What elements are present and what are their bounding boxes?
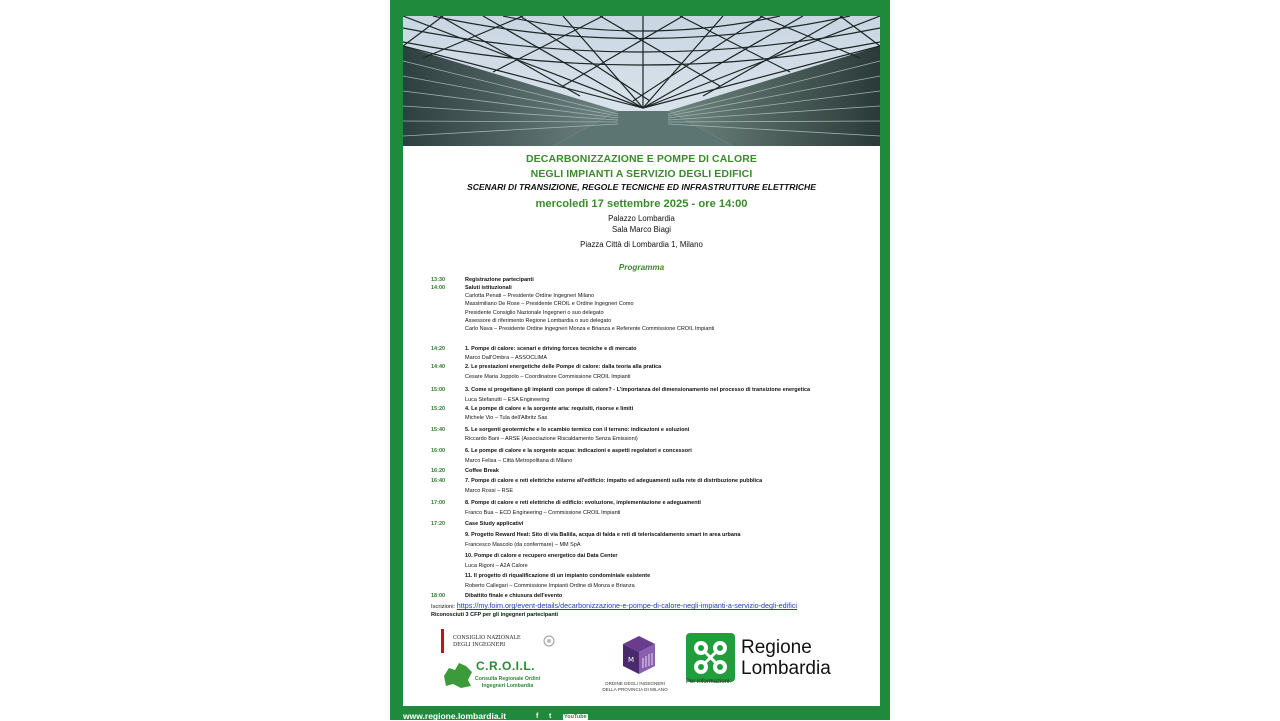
program-item bbox=[403, 592, 880, 601]
program-item bbox=[403, 373, 880, 382]
croil-subtitle bbox=[475, 676, 540, 689]
regione-symbol-icon bbox=[686, 633, 735, 682]
cni-text bbox=[453, 635, 521, 648]
program-text: Carlo Nava – Presidente Ordine Ingegneri Monza e Brianza e Referente Commissione CROIL Impianti bbox=[465, 326, 715, 332]
program-text: Marco Felisa – Città Metropolitana di Milano bbox=[465, 458, 573, 464]
ordine-text bbox=[599, 681, 671, 692]
registration-label: Iscrizioni: bbox=[431, 604, 456, 610]
event-subtitle: SCENARI DI TRANSIZIONE, REGOLE TECNICHE ED INFRASTRUTTURE ELETTRICHE bbox=[466, 182, 816, 192]
program-text: Roberto Callegari – Commissione Impianti Ordine di Monza e Brianza bbox=[465, 583, 635, 589]
event-date: mercoledì 17 settembre 2025 - ore 14:00 bbox=[535, 198, 748, 210]
program-item bbox=[403, 325, 880, 334]
program-text: 6. Le pompe di calore e la sorgente acqua: indicazioni e aspetti regolatori e concessori bbox=[465, 448, 692, 454]
program-item bbox=[403, 457, 880, 466]
program-text: 10. Pompe di calore e recupero energetico dai Data Center bbox=[465, 553, 618, 559]
program-text: 7. Pompe di calore e reti elettriche esterne all'edificio: impatto ed adeguamenti sulla rete di distribuzione pubblica bbox=[465, 478, 763, 484]
cni-line1: CONSIGLIO NAZIONALE bbox=[453, 635, 521, 641]
program-text: 1. Pompe di calore: scenari e driving forces tecniche e di mercato bbox=[465, 346, 637, 352]
program-item bbox=[403, 405, 880, 414]
program-time: 16:40 bbox=[431, 478, 446, 484]
croil-sub2: Ingegneri Lombardia bbox=[481, 682, 534, 689]
program-item bbox=[403, 552, 880, 561]
program-time: 14:40 bbox=[431, 364, 446, 370]
program-heading: Programma bbox=[618, 263, 665, 272]
svg-text:M: M bbox=[628, 656, 635, 664]
program-item bbox=[403, 520, 880, 529]
program-text: Michele Vio – Tula dell'Albritz Sas bbox=[465, 415, 548, 421]
venue-address: Piazza Città di Lombardia 1, Milano bbox=[580, 240, 703, 249]
regione-line1: Regione bbox=[741, 637, 812, 658]
program-text: 4. Le pompe di calore e la sorgente aria: requisiti, risorse e limiti bbox=[465, 406, 634, 412]
program-item bbox=[403, 345, 880, 354]
program-text: Francesco Mascolo (da confermare) – MM SpA bbox=[465, 542, 581, 548]
poster-content bbox=[403, 16, 880, 706]
program-text: 2. Le prestazioni energetiche delle Pompe di calore: dalla teoria alla pratica bbox=[465, 364, 662, 370]
cni-line2: DEGLI INGEGNERI bbox=[453, 641, 506, 648]
program-item bbox=[403, 426, 880, 435]
program-item bbox=[403, 447, 880, 456]
program-text: 11. Il progetto di riqualificazione di un impianto condominiale esistente bbox=[465, 573, 651, 579]
program-text: Dibattito finale e chiusura dell'evento bbox=[465, 593, 563, 599]
program-text: Luca Rigoni – A2A Calore bbox=[465, 563, 528, 569]
program-text: Marco Rossi – RSE bbox=[465, 488, 513, 494]
program-time: 13:30 bbox=[431, 277, 446, 283]
cni-red-bar bbox=[441, 629, 444, 653]
croil-sub1: Consulta Regionale Ordini bbox=[475, 676, 541, 682]
program-item bbox=[403, 363, 880, 372]
program-text: Massimiliano De Rose – Presidente CROIL e Ordine Ingegneri Como bbox=[465, 301, 634, 307]
program-item bbox=[403, 562, 880, 571]
program-text: Registrazione partecipanti bbox=[465, 277, 534, 283]
program-text: Franco Bua – ECD Engineering – Commissione CROIL Impianti bbox=[465, 510, 621, 516]
program-text: 9. Progetto Reward Heat: Sito di via Baliila, acqua di falda e reti di teleriscaldamento smart in area urbana bbox=[465, 532, 741, 538]
program-item bbox=[403, 396, 880, 405]
ordine-cube-icon bbox=[619, 634, 659, 678]
program-text: Assessore di riferimento Regione Lombardia o suo delegato bbox=[465, 318, 612, 324]
program-time: 14:20 bbox=[431, 346, 446, 352]
program-item bbox=[403, 541, 880, 550]
program-text: Cesare Maria Joppolo – Coordinatore Commissione CROIL Impianti bbox=[465, 374, 631, 380]
program-item bbox=[403, 386, 880, 395]
facebook-icon[interactable]: f bbox=[536, 713, 539, 720]
regione-line2: Lombardia bbox=[741, 658, 831, 679]
program-text: Carlotta Penati – Presidente Ordine Ingegneri Milano bbox=[465, 293, 595, 299]
event-title-line2: NEGLI IMPIANTI A SERVIZIO DEGLI EDIFICI bbox=[530, 168, 753, 180]
program-text: Marco Dall'Ombra – ASSOCLIMA bbox=[465, 355, 548, 361]
program-item bbox=[403, 582, 880, 591]
program-text: Luca Stefanutti – ESA Engineering bbox=[465, 397, 550, 403]
venue-line1: Palazzo Lombardia bbox=[608, 214, 675, 223]
youtube-icon[interactable]: YouTube bbox=[564, 714, 587, 720]
lombardia-map-icon bbox=[441, 658, 475, 690]
emblem-icon bbox=[543, 635, 555, 647]
poster-frame bbox=[390, 0, 890, 720]
building-glass-roof-photo bbox=[403, 16, 880, 146]
program-text: 5. Le sorgenti geotermiche e lo scambio termico con il terreno: indicazioni e soluzioni bbox=[465, 427, 690, 433]
program-time: 17:20 bbox=[431, 521, 446, 527]
program-time: 14:00 bbox=[431, 285, 446, 291]
croil-title: C.R.O.I.L. bbox=[476, 659, 535, 673]
program-text: Saluti istituzionali bbox=[465, 285, 512, 291]
program-item bbox=[403, 509, 880, 518]
ordine-line1: ORDINE DEGLI INGEGNERI bbox=[605, 681, 665, 686]
program-time: 15:20 bbox=[431, 406, 446, 412]
program-item bbox=[403, 477, 880, 486]
program-item bbox=[403, 300, 880, 309]
program-time: 18:00 bbox=[431, 593, 446, 599]
program-text: 8. Pompe di calore e reti elettriche di edificio: evoluzione, implementazione e adeguamenti bbox=[465, 500, 701, 506]
program-item bbox=[403, 487, 880, 496]
program-item bbox=[403, 499, 880, 508]
program-time: 16:00 bbox=[431, 448, 446, 454]
twitter-icon[interactable]: t bbox=[549, 713, 552, 720]
program-text: Coffee Break bbox=[465, 468, 499, 474]
program-item bbox=[403, 354, 880, 363]
program-item bbox=[403, 572, 880, 581]
program-time: 16:20 bbox=[431, 468, 446, 474]
event-title-line1: DECARBONIZZAZIONE E POMPE DI CALORE bbox=[525, 153, 757, 165]
program-time: 15:00 bbox=[431, 387, 446, 393]
program-text: Riccardo Bani – ARSE (Associazione Riscaldamento Senza Emissioni) bbox=[465, 436, 638, 442]
program-time: 15:40 bbox=[431, 427, 446, 433]
venue-line2: Sala Marco Biagi bbox=[612, 225, 671, 234]
footer-url[interactable]: www.regione.lombardia.it bbox=[403, 711, 507, 721]
ordine-line2: DELLA PROVINCIA DI MILANO bbox=[602, 686, 668, 692]
program-item bbox=[403, 435, 880, 444]
registration bbox=[431, 601, 797, 610]
program-item bbox=[403, 414, 880, 423]
program-text: 3. Come si progettano gli impianti con pompe di calore? - L'importanza del dimensionamento nel processo di transizione energetica bbox=[465, 387, 811, 393]
program-item bbox=[403, 531, 880, 540]
cfp-note: Riconosciuti 3 CFP per gli ingegneri partecipanti bbox=[431, 612, 559, 618]
registration-link[interactable]: https://my.foim.org/event-details/decarbonizzazione-e-pompe-di-calore-negli-impianti-a-servizio-degli-edifici bbox=[456, 601, 798, 610]
regione-info-note: Per informazioni: bbox=[686, 679, 732, 685]
program-time: 17:00 bbox=[431, 500, 446, 506]
program-text: Case Study applicativi bbox=[465, 521, 524, 527]
program-text: Presidente Consiglio Nazionale Ingegneri o suo delegato bbox=[465, 310, 604, 316]
regione-text bbox=[741, 637, 831, 679]
program-item bbox=[403, 467, 880, 476]
